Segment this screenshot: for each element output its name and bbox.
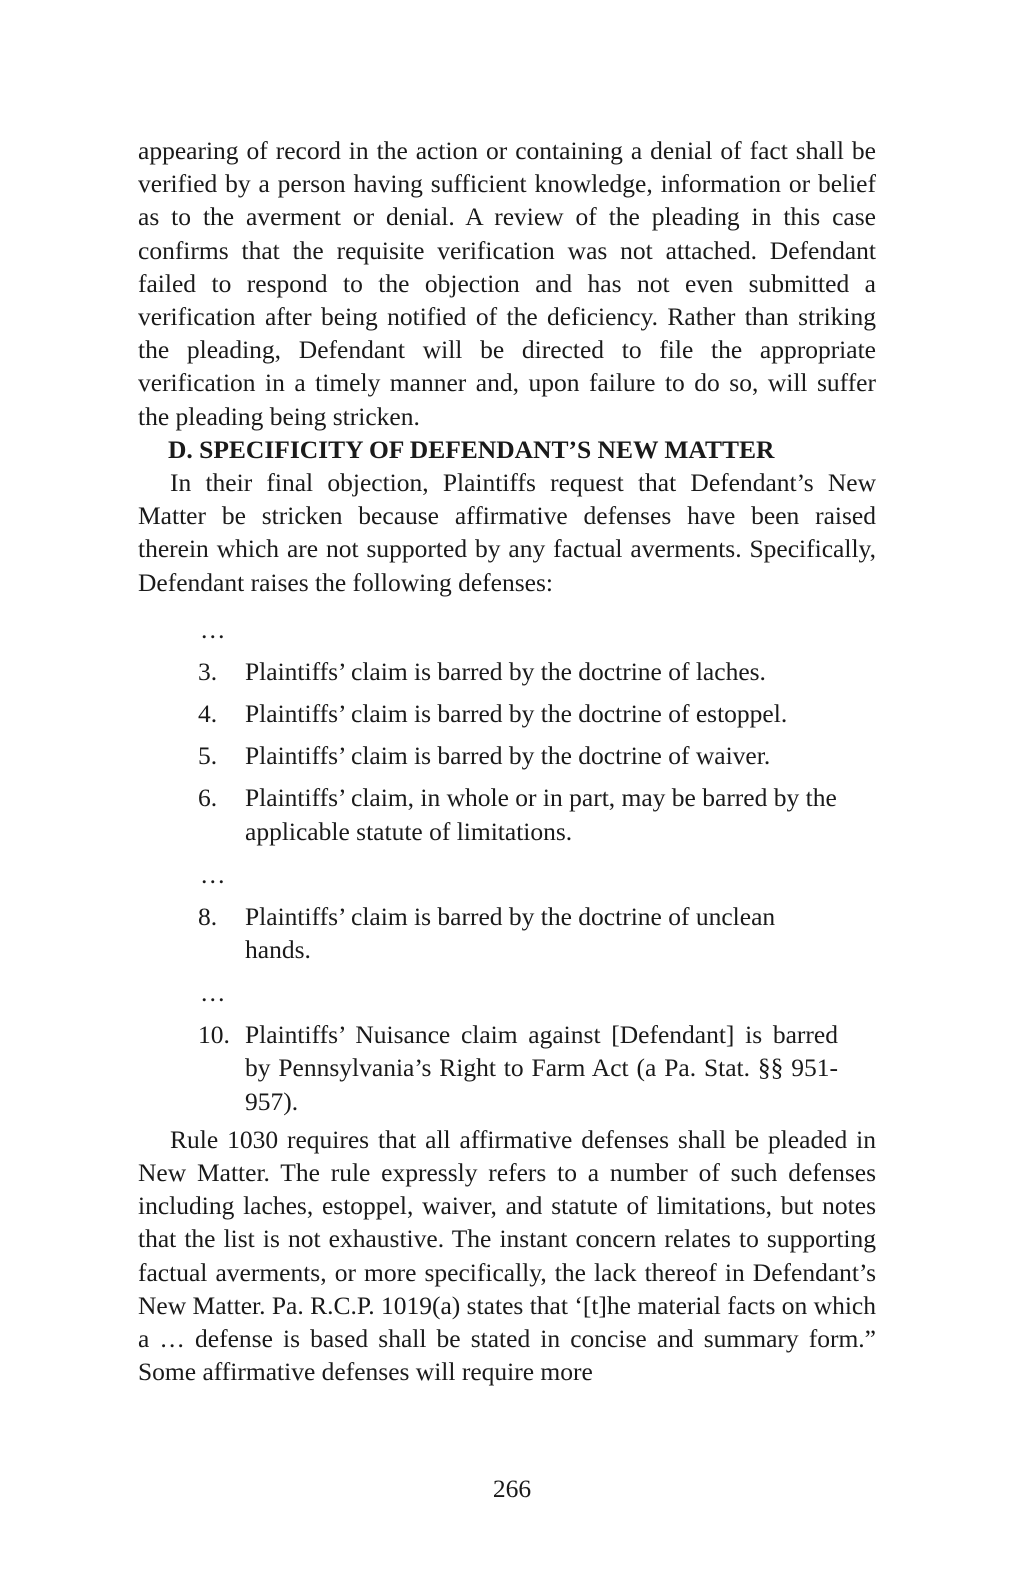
defense-item-5 (138, 739, 838, 772)
defense-item-8 (138, 900, 838, 966)
defense-item-10 (138, 1018, 838, 1118)
omission-ellipsis: … (200, 859, 228, 889)
defense-item-3 (138, 655, 838, 688)
defense-number: 10. (198, 1020, 230, 1050)
body-paragraph-rule-1030: Rule 1030 requires that all affirmative defenses shall be pleaded in New Matter. The rule expressly refers to a number of such defenses including laches, estoppel, waiver, and statute of limitations, but notes that the list is not exhaustive. The instant concern relates to supporting factual averments, or more specifically, the lack thereof in Defendant’s New Matter. Pa. R.C.P. 1019(a) states that ‘[t]he material facts on which a … defense is based shall be stated in concise and summary form.” Some affirmative defenses will require more (138, 1124, 876, 1387)
defense-text: Plaintiffs’ Nuisance claim against [Defendant] is barred by Pennsylvania’s Right to Farm Act (a Pa. Stat. §§ 951-957). (245, 1020, 838, 1116)
defense-item-4 (138, 697, 838, 730)
body-paragraph-objection: In their final objection, Plaintiffs request that Defendant’s New Matter be stricken because affirmative defenses have been raised therein which are not supported by any factual averments. Specifically, Defendant raises the following defenses: (138, 468, 876, 597)
defense-item-6 (138, 781, 838, 847)
defense-number: 5. (198, 741, 218, 771)
section-heading: D. SPECIFICITY OF DEFENDANT’S NEW MATTER (168, 434, 775, 464)
defense-number: 8. (198, 901, 218, 931)
defense-text: Plaintiffs’ claim is barred by the doctrine of estoppel. (245, 699, 788, 729)
page-body (138, 134, 876, 1389)
defenses-list (138, 1018, 876, 1118)
defense-number: 6. (198, 783, 218, 813)
defenses-list (138, 655, 876, 848)
defenses-list (138, 900, 876, 966)
defense-text: Plaintiffs’ claim is barred by the doctrine of waiver. (245, 741, 771, 771)
defense-text: Plaintiffs’ claim is barred by the doctrine of unclean hands. (245, 901, 776, 965)
defense-number: 4. (198, 699, 218, 729)
defense-text: Plaintiffs’ claim is barred by the doctrine of laches. (245, 656, 766, 686)
body-paragraph-verification: appearing of record in the action or containing a denial of fact shall be verified by a person having sufficient knowledge, information or belief as to the averment or denial. A review of the pleading in this case confirms that the requisite verification was not attached. Defendant failed to respond to the objection and has not even submitted a verification after being notified of the deficiency. Rather than striking the pleading, Defendant will be directed to file the appropriate verification in a timely manner and, upon failure to do so, will suffer the pleading being stricken. (138, 136, 876, 431)
omission-ellipsis: … (200, 978, 228, 1008)
omission-ellipsis: … (200, 614, 228, 644)
defense-number: 3. (198, 656, 218, 686)
defense-text: Plaintiffs’ claim, in whole or in part, may be barred by the applicable statute of limitations. (245, 783, 837, 846)
page-number: 266 (492, 1474, 532, 1503)
